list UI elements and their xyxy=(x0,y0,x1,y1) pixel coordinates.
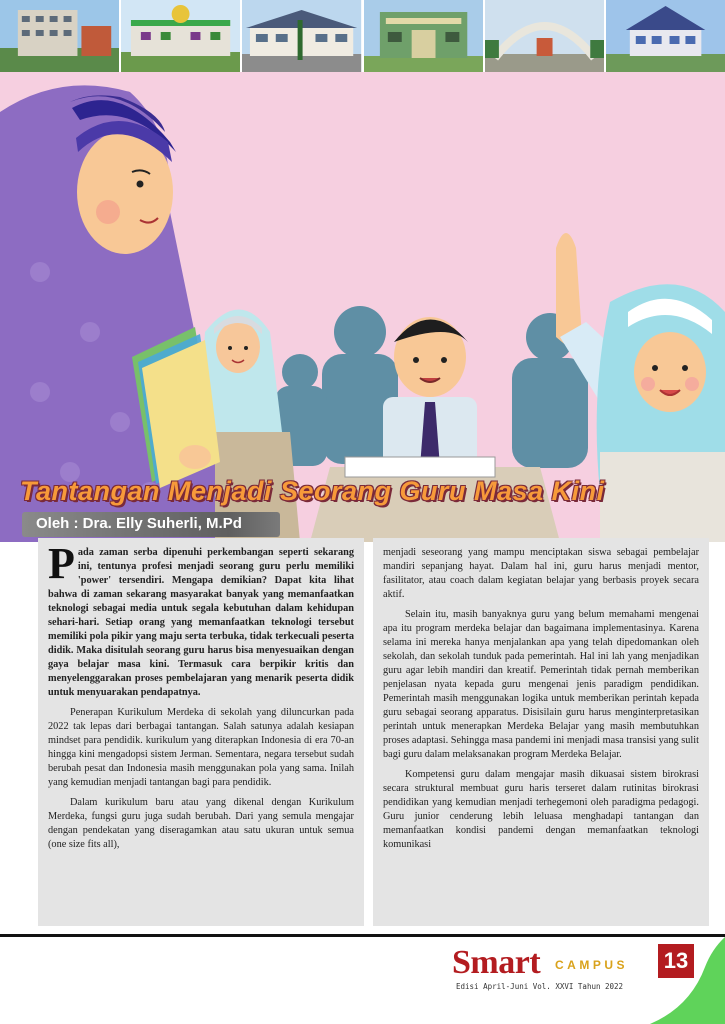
campus-photo-5 xyxy=(485,0,606,72)
page-number: 13 xyxy=(658,944,694,978)
byline-bar xyxy=(22,512,280,537)
classroom-illustration xyxy=(0,72,725,542)
campus-photo-2 xyxy=(121,0,242,72)
article-column-left xyxy=(38,538,364,926)
article-title: Tantangan Menjadi Seorang Guru Masa Kini xyxy=(20,476,605,506)
campus-photo-6 xyxy=(606,0,725,72)
magazine-logo: Smart xyxy=(452,944,541,981)
paragraph: Penerapan Kurikulum Merdeka di sekolah yang diluncurkan pada 2022 tak lepas dari berbagai tantangan. Salah satunya adalah kesiapan mindset para pendidik. kurikulum yang diterapkan Indonesia di era 70-an hingga kini mengadopsi sistem Jerman. Sementara, negara tersebut sudah berubah pesat dan Indonesia masih menggunakan pola yang sama. Inilah yang kemudian menjadi tantangan bagi para pendidik. xyxy=(48,707,354,788)
paragraph: Dalam kurikulum baru atau yang dikenal dengan Kurikulum Merdeka, fungsi guru juga sudah berubah. Dari yang semula mengajar dengan pendekatan yang diseragamkan atau satu ukuran untuk semua (one size fits all), xyxy=(48,797,354,850)
paragraph-continued: menjadi seseorang yang mampu menciptakan siswa sebagai pembelajar mandiri sepanjang hayat. Dalam hal ini, guru harus menjadi mentor, fasilitator, atau coach dalam kegiatan belajar yang berbasis proyek secara aktif. xyxy=(383,547,699,600)
author-byline: Oleh : Dra. Elly Suherli, M.Pd xyxy=(36,515,242,532)
campus-photo-3 xyxy=(242,0,363,72)
campus-photo-1 xyxy=(0,0,121,72)
drop-cap: P xyxy=(48,539,75,588)
footer-divider xyxy=(0,934,725,937)
paragraph-intro-text: ada zaman serba dipenuhi perkembangan seperti sekarang ini, tentunya profesi menjadi seorang guru perlu memiliki 'power' tersendiri. Mengapa demikian? Dapat kita lihat bahwa di zaman sekarang masyarakat banyak yang memanfaatkan teknologi sebagai media untuk segala kebutuhan dalam kehidupan sehari-hari. Setiap orang yang memanfaatkan teknologi tersebut memiliki pola pikir yang maju serta terbuka, tidak terkecuali peserta didik. Maka disitulah seorang guru harus bisa menyesuaikan dengan gaya belajar masa kini. Termasuk cara berpikir kritis dan menyelenggarakan proses pembelajaran yang menarik peserta didik untuk menyuarakan pendapatnya. xyxy=(48,547,354,698)
paragraph-intro xyxy=(48,539,354,700)
paragraph: Selain itu, masih banyaknya guru yang belum memahami mengenai apa itu program merdeka belajar dan bagaimana implementasinya. Karena selama ini mereka hanya menjalankan apa yang telah dipedomankan oleh sekolah, dan sekolah tunduk pada pemerintah. Hal ini lah yang menjadikan guru agar lebih mandiri dan kreatif. Pemerintah tidak pernah memberikan penjelasan nyata kepada guru mengenai jenis paradigm pendidikan. Pemerintah masih menggunakan logika untuk memberikan perintah kepada guru sebagai seorang apparatus. Disisilain guru harus menginterpretasikan perintah untuk menerapkan Merdeka Belajar yang masih membutuhkan proses adaptasi. Sehingga masa pandemi ini menjadi masa transisi yang sulit bagi guru dalam melaksanakan program Merdeka Belajar. xyxy=(383,609,699,760)
campus-photo-4 xyxy=(364,0,485,72)
magazine-logo-sub: CAMPUS xyxy=(555,958,629,972)
article-column-right xyxy=(373,538,709,926)
paragraph: Kompetensi guru dalam mengajar masih dikuasai sistem birokrasi secara struktural membuat guru haris terseret dalam rutinitas birokrasi pendidikan yang kemudian menjadi terhegemoni oleh paradigma pedagogi. Guru junior cenderung lebih leluasa menghadapi tantangan dan memanfaatkan kondisi pandemi dengan memanfaatkan teknologi komunikasi xyxy=(383,769,699,850)
edition-info: Edisi April-Juni Vol. XXVI Tahun 2022 xyxy=(456,982,624,991)
header-photo-strip xyxy=(0,0,725,72)
